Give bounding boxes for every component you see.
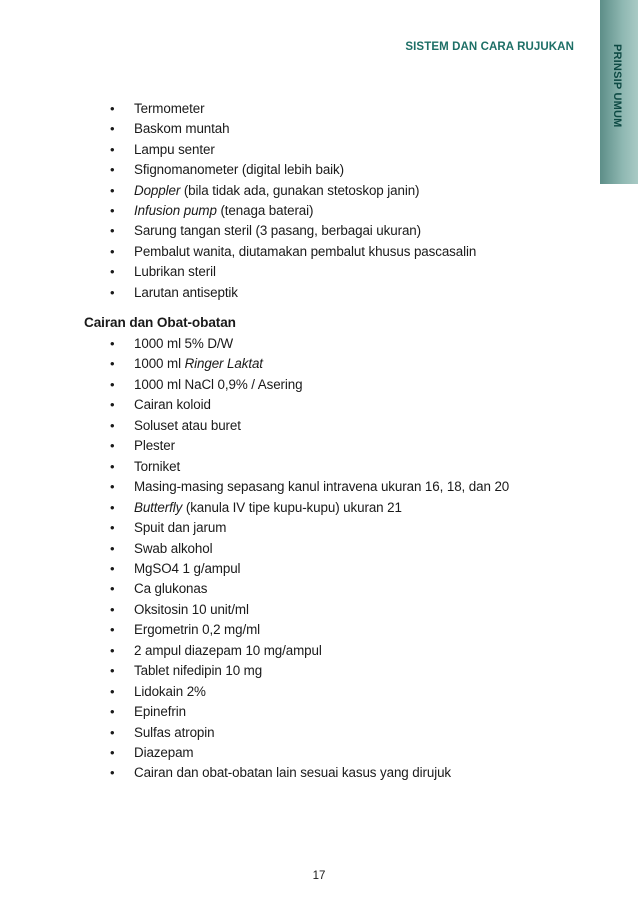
list-item-prefix: Torniket	[134, 458, 181, 474]
list-item-text	[134, 356, 263, 372]
list-item-rest: Lubrikan steril	[134, 264, 216, 280]
list-item-text	[134, 336, 233, 352]
bullet-icon: •	[110, 356, 115, 372]
list-item-prefix: 1000 ml 5% D/W	[134, 336, 234, 351]
list-item-prefix: Cairan dan obat-obatan lain sesuai kasus yang dirujuk	[134, 765, 452, 781]
list-item-rest: Sfignomanometer (digital lebih baik)	[134, 162, 345, 178]
bullet-icon: •	[110, 438, 115, 454]
bullet-icon: •	[110, 101, 115, 116]
bullet-icon: •	[110, 581, 115, 597]
bullet-icon: •	[110, 121, 115, 137]
list-item-text	[134, 397, 211, 413]
list-item-italic: Butterfly	[134, 499, 183, 515]
page-header-title: SISTEM DAN CARA RUJUKAN	[405, 41, 574, 53]
list-item-italic: Doppler	[134, 182, 181, 198]
bullet-icon: •	[110, 458, 115, 474]
bullet-icon: •	[110, 223, 115, 239]
list-item-rest: Termometer	[134, 101, 205, 116]
list-item-text	[134, 500, 402, 516]
list-item-rest: Lampu senter	[134, 141, 215, 157]
list-item-text	[134, 162, 344, 178]
list-item-italic: Infusion pump	[134, 203, 217, 218]
bullet-icon: •	[110, 745, 115, 760]
list-item-text	[134, 142, 215, 158]
list-item-rest: Sarung tangan steril (3 pasang, berbagai ukuran)	[134, 223, 422, 239]
list-item-text	[134, 183, 419, 199]
list-item-prefix: Soluset atau buret	[134, 417, 241, 433]
list-item-prefix: Tablet nifedipin 10 mg	[134, 663, 263, 679]
list-item-text	[134, 203, 313, 219]
list-item-text	[134, 622, 260, 638]
bullet-icon: •	[110, 203, 115, 218]
bullet-icon: •	[110, 499, 115, 515]
bullet-icon: •	[110, 520, 115, 536]
list-item-text	[134, 285, 238, 301]
bullet-icon: •	[110, 376, 115, 392]
list-item-rest: (kanula IV tipe kupu-kupu) ukuran 21	[182, 499, 402, 515]
list-item-rest: Larutan antiseptik	[134, 284, 238, 300]
list-item-text	[134, 684, 206, 700]
bullet-icon: •	[110, 141, 115, 157]
bullet-icon: •	[110, 622, 115, 638]
list-item-rest: Pembalut wanita, diutamakan pembalut khusus pascasalin	[134, 243, 477, 259]
list-item-prefix: Oksitosin 10 unit/ml	[134, 601, 249, 617]
list-item-rest: Baskom muntah	[134, 121, 230, 137]
list-item-text	[134, 581, 207, 597]
list-item-text	[134, 765, 451, 781]
list-item-text	[134, 643, 322, 659]
section-heading: Cairan dan Obat-obatan	[84, 315, 236, 330]
list-item-prefix: Epinefrin	[134, 704, 186, 720]
list-item-prefix: Ca glukonas	[134, 581, 208, 597]
list-item-prefix: Swab alkohol	[134, 540, 213, 556]
bullet-icon: •	[110, 724, 115, 740]
bullet-icon: •	[110, 284, 115, 300]
list-item-rest: (bila tidak ada, gunakan stetoskop janin)	[180, 182, 420, 198]
page-number: 17	[312, 870, 326, 882]
bullet-icon: •	[110, 243, 115, 259]
list-item-text	[134, 223, 421, 239]
bullet-icon: •	[110, 397, 115, 413]
list-item-text	[134, 264, 216, 280]
list-item-prefix: Plester	[134, 438, 175, 454]
bullet-icon: •	[110, 663, 115, 679]
bullet-icon: •	[110, 336, 115, 351]
bullet-icon: •	[110, 182, 115, 198]
list-item-text	[134, 725, 214, 741]
list-item-text	[134, 377, 303, 393]
list-item-text	[134, 704, 186, 720]
bullet-icon: •	[110, 417, 115, 433]
list-item-text	[134, 244, 476, 260]
list-item-text	[134, 459, 180, 475]
list-item-text	[134, 561, 240, 577]
list-item-text	[134, 479, 509, 495]
list-item-text	[134, 663, 262, 679]
list-item-prefix: Diazepam	[134, 745, 194, 760]
list-item-prefix: 1000 ml	[134, 356, 185, 372]
list-item-text	[134, 520, 226, 536]
list-item-prefix: Cairan koloid	[134, 397, 211, 413]
bullet-icon: •	[110, 540, 115, 556]
list-item-text	[134, 418, 241, 434]
list-item-text	[134, 101, 204, 117]
list-item-rest: (tenaga baterai)	[216, 203, 314, 218]
bullet-icon: •	[110, 162, 115, 178]
list-item-prefix: Ergometrin 0,2 mg/ml	[134, 622, 260, 638]
bullet-icon: •	[110, 479, 115, 495]
list-item-text	[134, 121, 229, 137]
list-item-prefix: Lidokain 2%	[134, 683, 206, 699]
list-item-prefix: Spuit dan jarum	[134, 520, 227, 536]
side-tab-label: PRINSIP UMUM	[611, 44, 623, 128]
bullet-icon: •	[110, 264, 115, 280]
bullet-icon: •	[110, 704, 115, 720]
bullet-icon: •	[110, 642, 115, 658]
bullet-icon: •	[110, 765, 115, 781]
list-item-text	[134, 602, 249, 618]
list-item-prefix: 1000 ml NaCl 0,9% / Asering	[134, 376, 303, 392]
bullet-icon: •	[110, 683, 115, 699]
list-item-text	[134, 745, 193, 761]
list-item-prefix: MgSO4 1 g/ampul	[134, 560, 241, 576]
bullet-icon: •	[110, 601, 115, 617]
list-item-prefix: Masing-masing sepasang kanul intravena ukuran 16, 18, dan 20	[134, 479, 510, 495]
bullet-icon: •	[110, 560, 115, 576]
list-item-prefix: Sulfas atropin	[134, 724, 215, 740]
list-item-prefix: 2 ampul diazepam 10 mg/ampul	[134, 642, 322, 658]
list-item-text	[134, 541, 212, 557]
list-item-text	[134, 438, 175, 454]
list-item-italic: Ringer Laktat	[184, 356, 263, 372]
